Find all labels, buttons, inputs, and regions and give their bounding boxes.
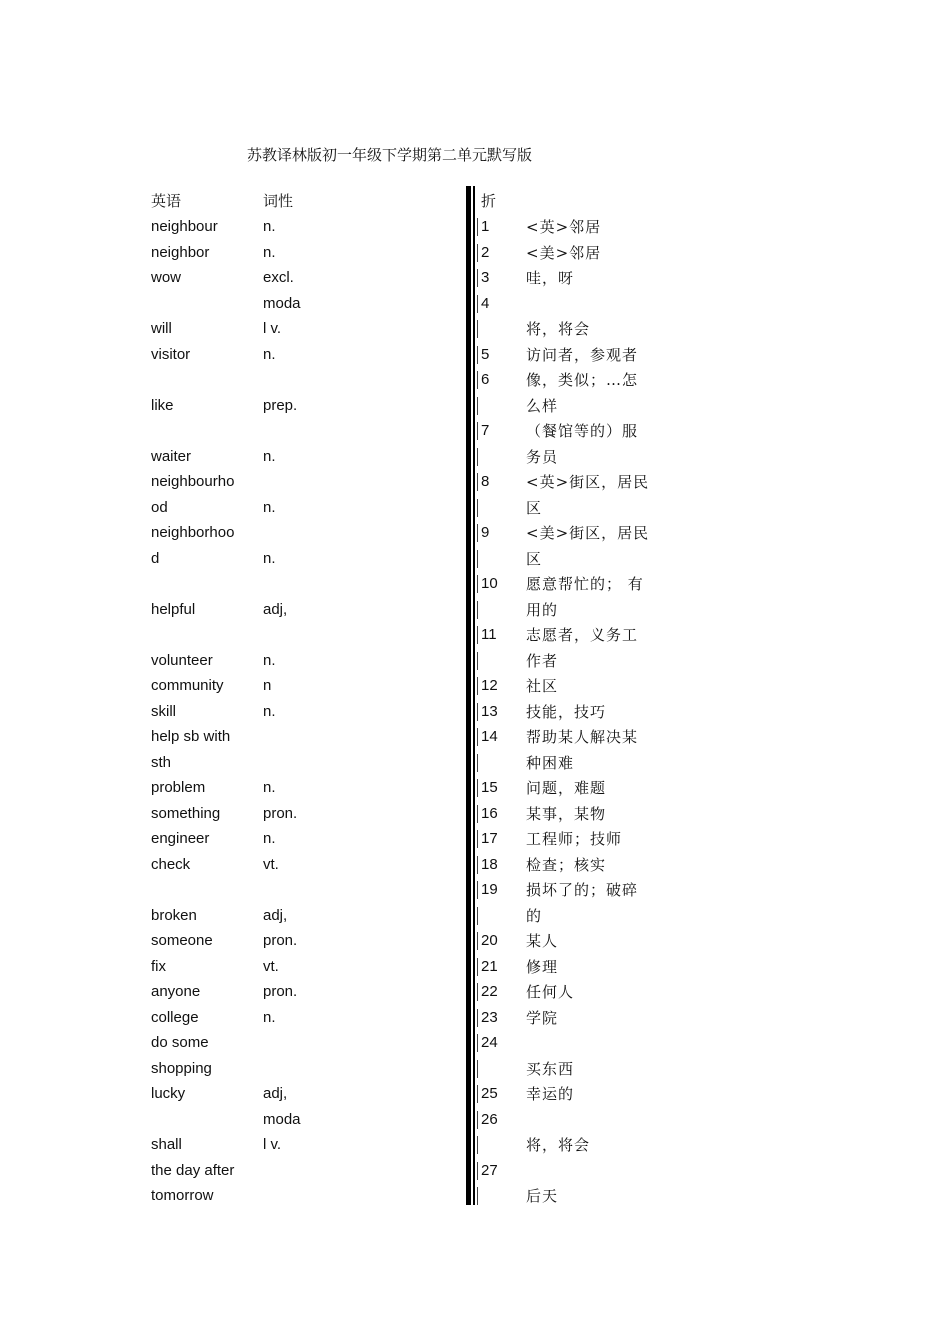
- row-chinese: 愿意帮忙的； 有: [526, 575, 644, 593]
- row-english: broken: [151, 907, 197, 924]
- row-chinese: 区: [526, 499, 543, 517]
- row-chinese: <英>街区，居民: [526, 473, 650, 491]
- row-pos: vt.: [263, 856, 279, 873]
- row-pos: pron.: [263, 805, 298, 822]
- row-english: neighbourho: [151, 473, 235, 490]
- row-chinese: 用的: [526, 601, 559, 619]
- row-tick: [477, 703, 478, 721]
- row-number: 20: [481, 932, 498, 949]
- row-chinese: 工程师；技师: [526, 830, 623, 848]
- row-pos: n.: [263, 499, 276, 516]
- row-english: waiter: [151, 448, 192, 465]
- row-tick: [477, 805, 478, 823]
- row-pos: n.: [263, 779, 276, 796]
- row-tick: [477, 473, 478, 491]
- row-chinese: 作者: [526, 652, 559, 670]
- row-pos: pron.: [263, 983, 298, 1000]
- row-pos: n: [263, 677, 272, 694]
- row-tick: [477, 626, 478, 644]
- row-tick: [477, 346, 478, 364]
- row-chinese: 某人: [526, 932, 559, 950]
- row-english: tomorrow: [151, 1187, 214, 1204]
- row-number: 16: [481, 805, 498, 822]
- row-english: sth: [151, 754, 172, 771]
- row-chinese: 问题，难题: [526, 779, 607, 797]
- row-pos: n.: [263, 1009, 276, 1026]
- row-pos: n.: [263, 703, 276, 720]
- row-tick: [477, 983, 478, 1001]
- row-english: anyone: [151, 983, 201, 1000]
- row-english: neighbor: [151, 244, 210, 261]
- row-number: 19: [481, 881, 498, 898]
- row-english: neighborhoo: [151, 524, 235, 541]
- row-pos: moda: [263, 295, 301, 312]
- row-tick: [477, 244, 478, 262]
- row-pos: n.: [263, 652, 276, 669]
- row-english: someone: [151, 932, 213, 949]
- row-number: 15: [481, 779, 498, 796]
- row-tick: [477, 907, 478, 925]
- row-chinese: 帮助某人解决某: [526, 728, 639, 746]
- row-tick: [477, 1034, 478, 1052]
- row-english: skill: [151, 703, 176, 720]
- row-tick: [477, 550, 478, 568]
- row-english: the day after: [151, 1162, 235, 1179]
- row-tick: [477, 754, 478, 772]
- row-number: 13: [481, 703, 498, 720]
- row-chinese: 学院: [526, 1009, 559, 1027]
- row-chinese: 的: [526, 907, 543, 925]
- row-pos: l v.: [263, 1136, 282, 1153]
- row-english: do some: [151, 1034, 209, 1051]
- row-chinese: 修理: [526, 958, 559, 976]
- column-divider: [466, 186, 471, 1205]
- row-english: engineer: [151, 830, 210, 847]
- row-tick: [477, 1136, 478, 1154]
- row-number: 8: [481, 473, 490, 490]
- row-tick: [477, 371, 478, 389]
- row-pos: excl.: [263, 269, 294, 286]
- row-tick: [477, 601, 478, 619]
- row-number: 25: [481, 1085, 498, 1102]
- row-tick: [477, 422, 478, 440]
- row-english: od: [151, 499, 168, 516]
- row-english: visitor: [151, 346, 191, 363]
- row-number: 6: [481, 371, 490, 388]
- header-zh: 折: [481, 192, 497, 210]
- row-chinese: 志愿者，义务工: [526, 626, 639, 644]
- row-number: 11: [481, 626, 497, 643]
- row-number: 23: [481, 1009, 498, 1026]
- row-pos: moda: [263, 1111, 301, 1128]
- row-english: something: [151, 805, 221, 822]
- row-pos: pron.: [263, 932, 298, 949]
- row-chinese: 社区: [526, 677, 559, 695]
- row-english: neighbour: [151, 218, 218, 235]
- row-chinese: 么样: [526, 397, 559, 415]
- row-english: community: [151, 677, 224, 694]
- row-chinese: 访问者，参观者: [526, 346, 639, 364]
- row-tick: [477, 295, 478, 313]
- row-english: helpful: [151, 601, 196, 618]
- row-number: 4: [481, 295, 490, 312]
- row-pos: n.: [263, 346, 276, 363]
- row-tick: [477, 1187, 478, 1205]
- row-chinese: 后天: [526, 1187, 559, 1205]
- row-number: 5: [481, 346, 490, 363]
- row-number: 10: [481, 575, 498, 592]
- row-english: shopping: [151, 1060, 212, 1077]
- row-pos: n.: [263, 550, 276, 567]
- row-pos: adj,: [263, 907, 288, 924]
- row-number: 21: [481, 958, 498, 975]
- row-english: wow: [151, 269, 182, 286]
- row-english: check: [151, 856, 191, 873]
- row-number: 7: [481, 422, 490, 439]
- row-chinese: 将，将会: [526, 1136, 591, 1154]
- row-chinese: <英>邻居: [526, 218, 602, 236]
- row-english: d: [151, 550, 160, 567]
- row-chinese: 务员: [526, 448, 559, 466]
- row-pos: n.: [263, 218, 276, 235]
- row-tick: [477, 397, 478, 415]
- row-tick: [477, 652, 478, 670]
- row-tick: [477, 524, 478, 542]
- row-tick: [477, 881, 478, 899]
- row-pos: vt.: [263, 958, 279, 975]
- row-number: 24: [481, 1034, 498, 1051]
- row-chinese: 像，类似；…怎: [526, 371, 639, 389]
- row-pos: l v.: [263, 320, 282, 337]
- row-number: 17: [481, 830, 498, 847]
- row-english: lucky: [151, 1085, 186, 1102]
- header-english: 英语: [151, 192, 182, 210]
- row-tick: [477, 932, 478, 950]
- row-number: 18: [481, 856, 498, 873]
- row-chinese: 买东西: [526, 1060, 575, 1078]
- row-number: 12: [481, 677, 498, 694]
- row-tick: [477, 575, 478, 593]
- row-chinese: 幸运的: [526, 1085, 575, 1103]
- row-chinese: 哇，呀: [526, 269, 575, 287]
- row-chinese: （餐馆等的）服: [526, 422, 639, 440]
- row-chinese: 种困难: [526, 754, 575, 772]
- row-tick: [477, 728, 478, 746]
- row-chinese: 检查；核实: [526, 856, 607, 874]
- row-pos: adj,: [263, 1085, 288, 1102]
- row-tick: [477, 1111, 478, 1129]
- row-tick: [477, 218, 478, 236]
- row-english: college: [151, 1009, 199, 1026]
- row-tick: [477, 1060, 478, 1078]
- row-pos: adj,: [263, 601, 288, 618]
- row-tick: [477, 830, 478, 848]
- row-number: 2: [481, 244, 490, 261]
- row-number: 14: [481, 728, 498, 745]
- row-english: fix: [151, 958, 166, 975]
- row-pos: n.: [263, 830, 276, 847]
- row-tick: [477, 320, 478, 338]
- page-title: 苏教译林版初一年级下学期第二单元默写版: [247, 146, 533, 164]
- row-english: volunteer: [151, 652, 213, 669]
- column-divider-thin: [473, 186, 475, 1205]
- row-pos: n.: [263, 244, 276, 261]
- row-chinese: 将，将会: [526, 320, 591, 338]
- row-pos: prep.: [263, 397, 298, 414]
- row-tick: [477, 1009, 478, 1027]
- row-tick: [477, 1085, 478, 1103]
- row-chinese: 技能，技巧: [526, 703, 607, 721]
- row-number: 1: [481, 218, 490, 235]
- row-english: like: [151, 397, 174, 414]
- row-tick: [477, 958, 478, 976]
- row-chinese: <美>街区，居民: [526, 524, 650, 542]
- row-number: 26: [481, 1111, 498, 1128]
- row-number: 3: [481, 269, 490, 286]
- row-tick: [477, 856, 478, 874]
- row-chinese: 某事，某物: [526, 805, 607, 823]
- row-tick: [477, 779, 478, 797]
- row-number: 9: [481, 524, 490, 541]
- row-number: 27: [481, 1162, 498, 1179]
- header-pos: 词性: [263, 192, 294, 210]
- row-chinese: <美>邻居: [526, 244, 602, 262]
- row-number: 22: [481, 983, 498, 1000]
- row-english: help sb with: [151, 728, 231, 745]
- row-tick: [477, 448, 478, 466]
- row-english: problem: [151, 779, 206, 796]
- row-english: shall: [151, 1136, 182, 1153]
- row-pos: n.: [263, 448, 276, 465]
- row-chinese: 任何人: [526, 983, 575, 1001]
- row-tick: [477, 1162, 478, 1180]
- row-tick: [477, 677, 478, 695]
- row-tick: [477, 269, 478, 287]
- row-chinese: 损坏了的；破碎: [526, 881, 639, 899]
- row-english: will: [151, 320, 172, 337]
- row-chinese: 区: [526, 550, 543, 568]
- row-tick: [477, 499, 478, 517]
